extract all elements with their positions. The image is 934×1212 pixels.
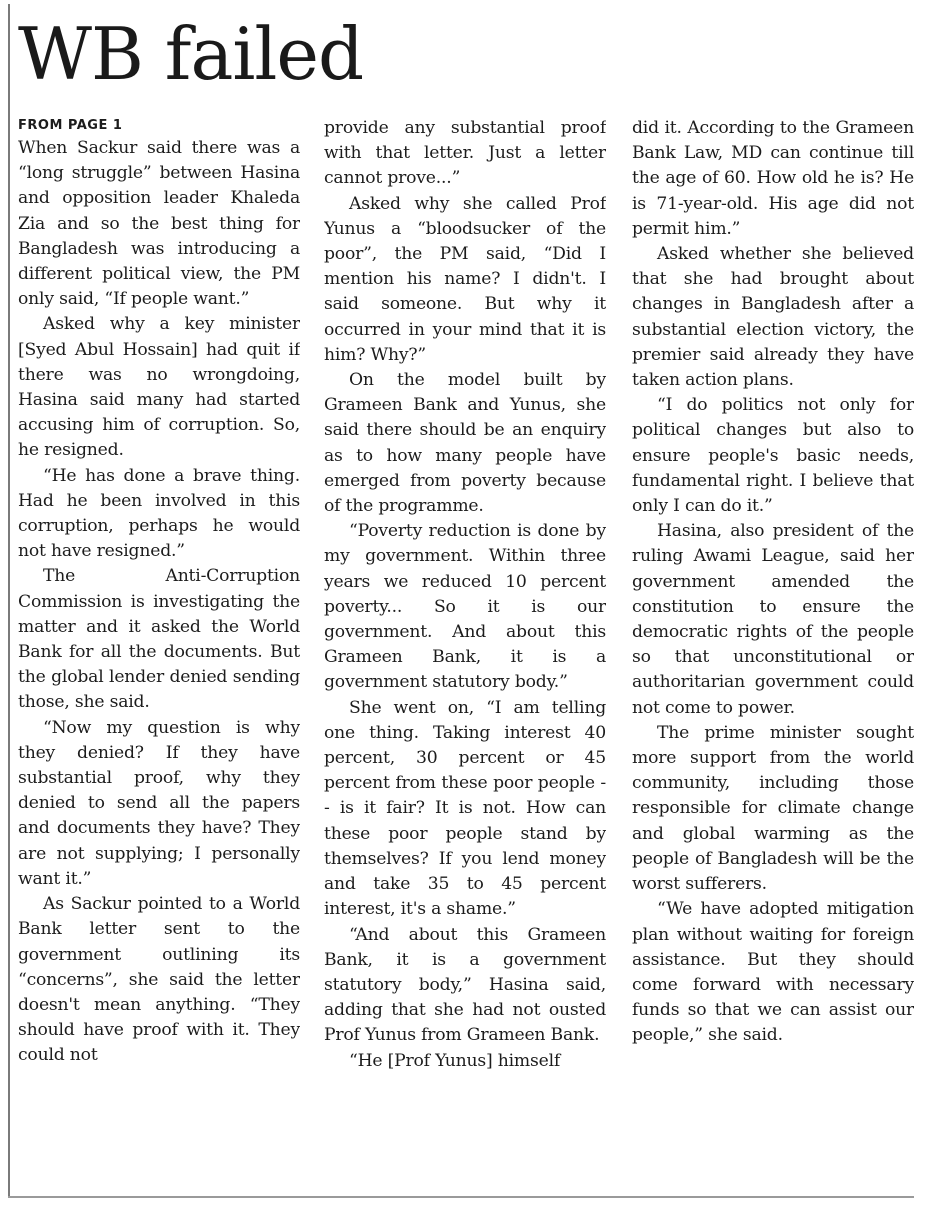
paragraph: Hasina, also president of the ruling Awami League, said her government amended the constitution to ensure the democratic rights of the people so that unconstitutional or authoritarian government could not come to power.: [632, 521, 914, 718]
paragraph: did it. According to the Grameen Bank Law, MD can continue till the age of 60. How old he is? He is 71-year-old. His age did not permit him.”: [632, 118, 914, 239]
paragraph: “He [Prof Yunus] himself: [349, 1050, 561, 1071]
paragraph: The Anti-Corruption Commission is investigating the matter and it asked the World Bank for all the documents. But the global lender denied sending those, she said.: [18, 566, 300, 713]
headline: WB failed: [18, 12, 364, 96]
paragraph: “Poverty reduction is done by my government. Within three years we reduced 10 percent poverty... So it is our government. And about this Grameen Bank, it is a government statutory body.”: [324, 521, 606, 693]
paragraph: “Now my question is why they denied? If they have substantial proof, why they denied to send all the papers and documents they have? They are not supplying; I personally want it.”: [18, 717, 300, 889]
paragraph: Asked whether she believed that she had brought about changes in Bangladesh after a substantial election victory, the premier said already they have taken action plans.: [632, 244, 914, 391]
article-column-2: [324, 116, 606, 1188]
bottom-rule: [8, 1196, 914, 1198]
kicker-from-page: FROM PAGE 1: [18, 118, 123, 133]
paragraph: “And about this Grameen Bank, it is a government statutory body,” Hasina said, adding that she had not ousted Prof Yunus from Grameen Bank.: [324, 924, 606, 1046]
paragraph: The prime minister sought more support from the world community, including those responsible for climate change and global warming as the people of Bangladesh will be the worst sufferers.: [632, 722, 914, 895]
article-column-3: [632, 116, 914, 1188]
paragraph: When Sackur said there was a “long struggle” between Hasina and opposition leader Khaleda Zia and so the best thing for Bangladesh was introducing a different political view, the PM only said, “If people want.”: [18, 138, 300, 310]
paragraph: “We have adopted mitigation plan without waiting for foreign assistance. But they should come forward with necessary funds so that we can assist our people,” she said.: [632, 899, 914, 1046]
paragraph: Asked why a key minister [Syed Abul Hossain] had quit if there was no wrongdoing, Hasina said many had started accusing him of corruption. So, he resigned.: [18, 314, 300, 461]
article-column-1: [18, 116, 300, 1188]
paragraph: Asked why she called Prof Yunus a “bloodsucker of the poor”, the PM said, “Did I mention his name? I didn't. I said someone. But why it occurred in your mind that it is him? Why?”: [324, 193, 606, 365]
paragraph: provide any substantial proof with that letter. Just a letter cannot prove...”: [324, 118, 606, 189]
paragraph: On the model built by Grameen Bank and Yunus, she said there should be an enquiry as to how many people have emerged from poverty because of the programme.: [324, 370, 606, 517]
paragraph: As Sackur pointed to a World Bank letter sent to the government outlining its “concerns”, she said the letter doesn't mean anything. “They should have proof with it. They could not: [18, 894, 300, 1066]
paragraph: She went on, “I am telling one thing. Taking interest 40 percent, 30 percent or 45 percent from these poor people -- is it fair? It is not. How can these poor people stand by themselves? If you lend money and take 35 to 45 percent interest, it's a shame.”: [324, 697, 606, 920]
paragraph: “He has done a brave thing. Had he been involved in this corruption, perhaps he would not have resigned.”: [18, 465, 300, 562]
left-column-rule: [8, 4, 10, 1198]
paragraph: “I do politics not only for political changes but also to ensure people's basic needs, fundamental right. I believe that only I can do it.”: [632, 395, 914, 517]
